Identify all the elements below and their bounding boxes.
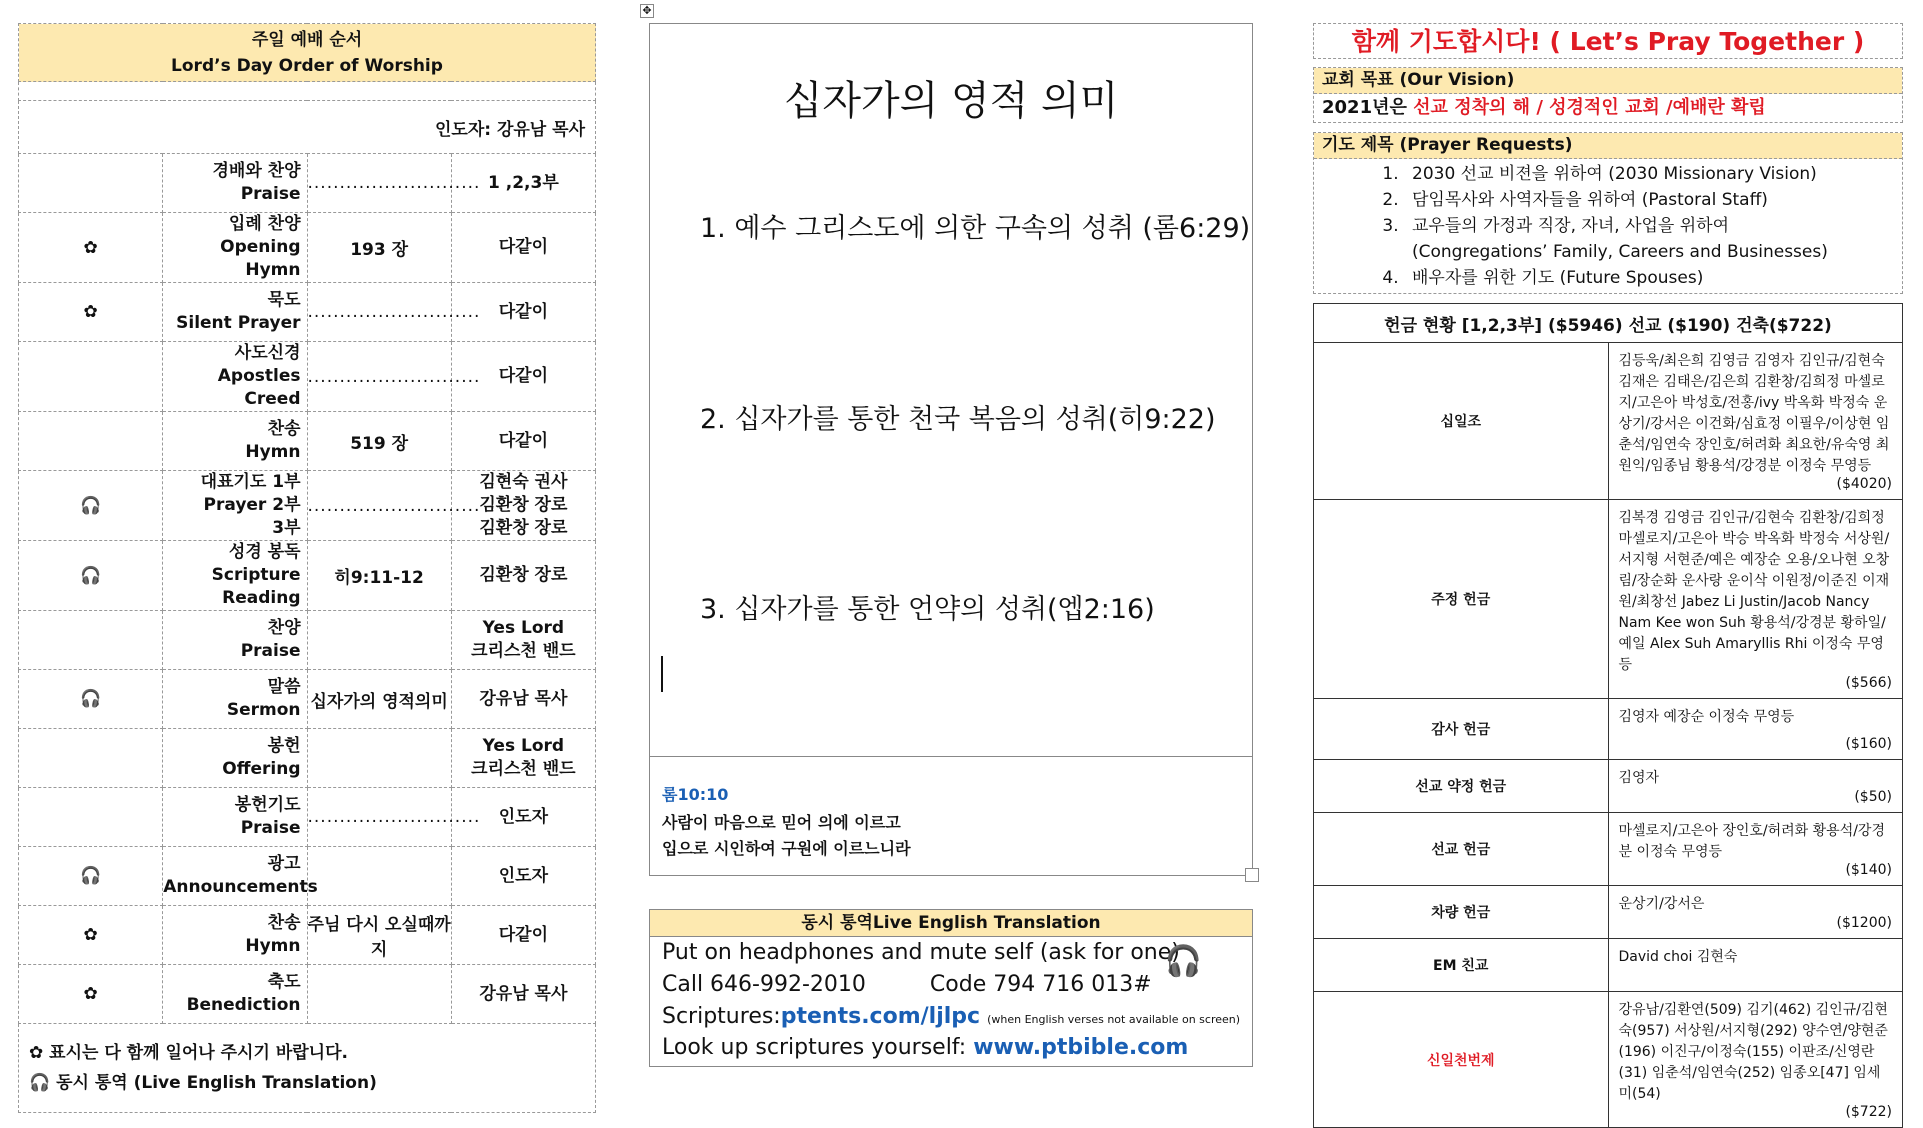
translation-line-4	[662, 1035, 1188, 1060]
item-leader: 다같이	[498, 924, 549, 945]
lookup-label: Look up scriptures yourself:	[662, 1035, 967, 1060]
item-name-ko: 찬송	[267, 913, 301, 933]
offering-label: 십일조	[1314, 343, 1609, 500]
headphones-icon: 🎧	[19, 541, 163, 611]
item-leader: 강유남 목사	[479, 688, 568, 709]
standing-mark-icon: ✿	[19, 213, 163, 283]
item-leader: 김현숙 권사	[479, 472, 568, 492]
item-right	[451, 412, 595, 471]
offering-names: 김등욱/최은희 김영금 김영자 김인규/김현숙 김재은 김태은/김은희 김환창/김희정 마셀로지/고은아 박성호/전홍/ivy 박옥화 박정숙 운상기/강서은 이건화/심효정 이필우/이상현 임춘석/임연숙 장인호/허려화 최요한/유숙영 최원익/임종님 황용석/강경분 이정숙 무영등	[1618, 353, 1890, 474]
offering-label: 신일천번제	[1314, 992, 1609, 1128]
item-leader: 다같이	[498, 237, 549, 257]
offering-amount: ($50)	[1854, 789, 1892, 805]
item-name-ko: 대표기도 1부	[200, 472, 301, 492]
worship-row	[19, 847, 596, 906]
requests-list	[1314, 161, 1902, 291]
worship-table	[18, 23, 596, 1113]
item-name-ko: 입례 찬양	[228, 214, 301, 234]
sermon-point-3: 3. 십자가를 통한 언약의 성취(엡2:16)	[700, 594, 1155, 625]
vision-box	[1313, 67, 1903, 123]
scriptures-note: (when English verses not available on screen)	[987, 1013, 1241, 1026]
worship-footnote	[19, 1024, 596, 1113]
item-name-en: Hymn	[245, 442, 301, 462]
order-of-worship	[18, 23, 596, 1113]
offering-label: 선교 약정 헌금	[1314, 760, 1609, 813]
item-detail	[307, 847, 451, 906]
offering-names: David choi 김현숙	[1618, 949, 1738, 965]
item-name-en: Announcements	[163, 877, 318, 897]
offering-label: 선교 헌금	[1314, 813, 1609, 886]
vision-item-3: /예배란 확립	[1666, 97, 1766, 118]
item-name	[163, 412, 307, 471]
item-leader: 인도자	[498, 865, 549, 886]
standing-mark-icon: ✿	[19, 283, 163, 342]
blank-icon	[19, 154, 163, 213]
item-detail: ...........................	[307, 342, 451, 412]
item-name	[163, 670, 307, 729]
item-name-ko: 말씀	[267, 677, 301, 697]
headphones-icon: 🎧	[1164, 944, 1202, 979]
move-handle-icon[interactable]: ✥	[640, 4, 654, 18]
blank-icon	[19, 788, 163, 847]
item-name-en: Opening Hymn	[220, 237, 301, 280]
offering-names-cell	[1608, 343, 1903, 500]
item-leader: 다같이	[498, 430, 549, 451]
item-name-ko: 봉헌기도	[234, 795, 301, 815]
item-detail: 193 장	[307, 213, 451, 283]
vision-item-1: 선교 정착의 해	[1413, 97, 1531, 118]
offering-names: 김복경 김영금 김인규/김현숙 김환창/김희정 마셀로지/고은아 박승 박옥화 박정숙 서상원/서지형 서현준/예은 예장순 오용/오나현 오창림/장순화 운사랑 운이삭 이원정/이준진 이재원/최창선 Jabez Li Justin/Jacob Nancy Nam Kee won Suh 황용석/강경분 황하일/예일 Alex Suh Amaryllis Rhi 이정숙 무영등	[1618, 510, 1890, 673]
prayer-requests-box	[1313, 132, 1903, 294]
offering-amount: ($566)	[1845, 675, 1892, 691]
offering-names-cell	[1608, 760, 1903, 813]
request-item: 2. 담임목사와 사역자들을 위하여 (Pastoral Staff)	[1404, 187, 1902, 213]
worship-title-en: Lord’s Day Order of Worship	[171, 55, 443, 76]
spacer-row	[19, 82, 596, 101]
item-leader-2: 김환창 장로	[479, 495, 568, 515]
request-item-cont: (Congregations’ Family, Careers and Businesses)	[1412, 242, 1828, 262]
request-item-text: 교우들의 가정과 직장, 자녀, 사업을 위하여	[1412, 216, 1730, 236]
meeting-code: Code 794 716 013#	[929, 972, 1152, 997]
verse-line-2: 입으로 시인하여 구원에 이르느니라	[662, 839, 911, 858]
item-name	[163, 965, 307, 1024]
worship-row	[19, 611, 596, 670]
item-right	[451, 906, 595, 965]
item-right	[451, 847, 595, 906]
item-right	[451, 965, 595, 1024]
scriptures-label: Scriptures:	[662, 1004, 781, 1029]
item-leader-2: 크리스천 밴드	[471, 641, 576, 661]
offering-row	[1314, 343, 1903, 500]
item-right	[451, 670, 595, 729]
sermon-point-1: 1. 예수 그리스도에 의한 구속의 성취 (롬6:29)	[700, 213, 1251, 244]
worship-row	[19, 541, 596, 611]
item-leader: Yes Lord	[482, 736, 565, 756]
worship-row	[19, 412, 596, 471]
translation-panel	[649, 909, 1253, 1067]
vision-line	[1314, 94, 1902, 122]
offering-amount: ($140)	[1845, 862, 1892, 878]
resize-handle[interactable]	[1245, 868, 1259, 882]
item-name-ko: 축도	[267, 972, 301, 992]
worship-row	[19, 670, 596, 729]
offering-amount: ($1200)	[1836, 915, 1892, 931]
headphones-icon: 🎧	[19, 847, 163, 906]
footnote-translation: 🎧 동시 통역 (Live English Translation)	[29, 1073, 377, 1093]
item-detail: 히9:11-12	[307, 541, 451, 611]
offering-row	[1314, 699, 1903, 760]
item-name-en: Scripture Reading	[211, 565, 301, 608]
item-name-en: Apostles Creed	[217, 366, 301, 409]
item-name	[163, 283, 307, 342]
offering-label: 감사 헌금	[1314, 699, 1609, 760]
bible-link[interactable]: www.ptbible.com	[973, 1035, 1189, 1060]
item-detail: ...........................	[307, 788, 451, 847]
vision-item-2: / 성경적인 교회	[1536, 97, 1660, 118]
item-name	[163, 213, 307, 283]
item-name-en: Silent Prayer	[176, 313, 301, 333]
worship-row	[19, 342, 596, 412]
item-name	[163, 541, 307, 611]
item-detail: 주님 다시 오실때까지	[307, 906, 451, 965]
item-name-en: Sermon	[226, 700, 301, 720]
offering-table	[1313, 303, 1903, 1128]
offering-label: 주정 헌금	[1314, 500, 1609, 699]
worship-row	[19, 213, 596, 283]
translation-line-1: Put on headphones and mute self (ask for one)	[662, 940, 1180, 965]
item-leader: Yes Lord	[482, 618, 565, 638]
vision-year: 2021년은	[1322, 97, 1407, 118]
item-name	[163, 729, 307, 788]
headphones-icon: 🎧	[19, 670, 163, 729]
offering-amount: ($4020)	[1836, 476, 1892, 492]
item-detail: ...........................	[307, 471, 451, 541]
worship-row	[19, 788, 596, 847]
worship-title-ko: 주일 예배 순서	[251, 29, 363, 50]
item-name-ko: 경배와 찬양	[212, 161, 301, 181]
offering-names-cell	[1608, 886, 1903, 939]
offering-row	[1314, 992, 1903, 1128]
item-name-en: Prayer 2부	[203, 495, 301, 515]
headphones-icon: 🎧	[19, 471, 163, 541]
standing-mark-icon: ✿	[19, 906, 163, 965]
item-detail: ...........................	[307, 154, 451, 213]
item-name-ko: 성경 봉독	[228, 542, 301, 562]
item-leader: 다같이	[498, 366, 549, 386]
item-leader: 강유남 목사	[479, 983, 568, 1004]
offering-header: 헌금 현황 [1,2,3부] ($5946) 선교 ($190) 건축($722)	[1314, 304, 1903, 343]
item-leader: 다같이	[498, 301, 549, 322]
item-name-en: Hymn	[245, 936, 301, 956]
worship-row	[19, 471, 596, 541]
call-number: Call 646-992-2010	[662, 972, 866, 997]
worship-row	[19, 965, 596, 1024]
item-name-en: Praise	[240, 184, 301, 204]
item-name	[163, 847, 318, 906]
offering-names: 마셀로지/고은아 장인호/허려화 황용석/강경분 이정숙 무영등	[1618, 823, 1885, 860]
item-name	[163, 342, 307, 412]
footnote-standing: ✿ 표시는 다 함께 일어나 주시기 바랍니다.	[29, 1043, 348, 1063]
blank-icon	[19, 729, 163, 788]
offering-names: 운상기/강서은	[1618, 896, 1705, 912]
item-detail	[307, 611, 451, 670]
item-right	[451, 729, 595, 788]
worship-row	[19, 154, 596, 213]
standing-mark-icon: ✿	[19, 965, 163, 1024]
item-name-ko: 봉헌	[267, 736, 301, 756]
item-detail: 519 장	[307, 412, 451, 471]
sermon-title: 십자가의 영적 의미	[783, 78, 1119, 124]
worship-row	[19, 906, 596, 965]
offering-names: 강유남/김환연(509) 김기(462) 김인규/김현숙(957) 서상원/서지형(292) 양수연/양현준(196) 이진구/이정숙(155) 이판조/신영란(31) 임춘석/임연숙(252) 임종오[47] 임세미(54)	[1618, 1002, 1888, 1102]
translation-line-3	[662, 1004, 1240, 1029]
translation-line-2	[662, 972, 1152, 997]
worship-leader: 인도자: 강유남 목사	[19, 101, 596, 154]
item-name-ko: 찬양	[267, 618, 301, 638]
item-detail: ...........................	[307, 283, 451, 342]
worship-row	[19, 729, 596, 788]
offering-amount: ($160)	[1845, 736, 1892, 752]
item-right	[451, 611, 595, 670]
offering-names-cell	[1608, 699, 1903, 760]
verse-reference: 롬10:10	[662, 785, 729, 804]
translation-header: 동시 통역Live English Translation	[650, 910, 1252, 937]
item-name	[163, 471, 307, 541]
sermon-point-2: 2. 십자가를 통한 천국 복음의 성취(히9:22)	[700, 404, 1216, 435]
item-name-en: Praise	[240, 818, 301, 838]
scriptures-link[interactable]: ptents.com/ljlpc	[780, 1004, 981, 1029]
offering-row	[1314, 886, 1903, 939]
item-leader: 인도자	[498, 806, 549, 827]
offering-label: 차량 헌금	[1314, 886, 1609, 939]
offering-row	[1314, 500, 1903, 699]
item-detail: 십자가의 영적의미	[307, 670, 451, 729]
vision-label: 교회 목표 (Our Vision)	[1314, 68, 1902, 94]
worship-title	[19, 24, 596, 82]
item-name-ko: 사도신경	[234, 343, 301, 363]
offering-row	[1314, 939, 1903, 992]
blank-icon	[19, 342, 163, 412]
divider	[650, 756, 1252, 757]
offering-table-wrap	[1313, 303, 1903, 1128]
item-detail	[307, 729, 451, 788]
request-item: 1. 2030 선교 비젼을 위하여 (2030 Missionary Vision)	[1404, 161, 1902, 187]
item-right	[451, 213, 595, 283]
item-name-en: Praise	[240, 641, 301, 661]
worship-row	[19, 283, 596, 342]
offering-names-cell	[1608, 813, 1903, 886]
verse-line-1: 사람이 마음으로 믿어 의에 이르고	[662, 813, 901, 832]
offering-label: EM 친교	[1314, 939, 1609, 992]
blank-icon	[19, 412, 163, 471]
offering-names: 김영자 예장순 이정숙 무영등	[1618, 709, 1795, 725]
item-name	[163, 154, 307, 213]
item-name	[163, 611, 307, 670]
item-name-ko: 묵도	[267, 290, 301, 310]
item-name-ko: 찬송	[267, 419, 301, 439]
offering-row	[1314, 760, 1903, 813]
request-item	[1404, 213, 1902, 265]
pray-title: 함께 기도합시다! ( Let’s Pray Together )	[1313, 23, 1903, 59]
item-right	[451, 541, 595, 611]
item-leader: 1 ,2,3부	[488, 172, 559, 193]
offering-names-cell	[1608, 500, 1903, 699]
item-name	[163, 788, 307, 847]
sermon-panel	[642, 4, 1253, 876]
item-leader: 김환창 장로	[479, 565, 568, 585]
request-item: 4. 배우자를 위한 기도 (Future Spouses)	[1404, 265, 1902, 291]
item-name-en: Offering	[222, 759, 301, 779]
requests-label: 기도 제목 (Prayer Requests)	[1314, 133, 1902, 159]
item-name-en: Benediction	[186, 995, 301, 1015]
item-leader-2: 크리스천 밴드	[471, 759, 576, 779]
offering-names-cell	[1608, 992, 1903, 1128]
item-detail	[307, 965, 451, 1024]
item-name-3: 3부	[272, 518, 301, 538]
blank-icon	[19, 611, 163, 670]
text-cursor	[661, 656, 663, 692]
offering-names-cell	[1608, 939, 1903, 992]
offering-names: 김영자	[1618, 770, 1660, 786]
item-name-ko: 광고	[267, 854, 301, 874]
item-name	[163, 906, 307, 965]
offering-amount: ($722)	[1845, 1104, 1892, 1120]
offering-row	[1314, 813, 1903, 886]
item-leader-3: 김환창 장로	[479, 518, 568, 538]
